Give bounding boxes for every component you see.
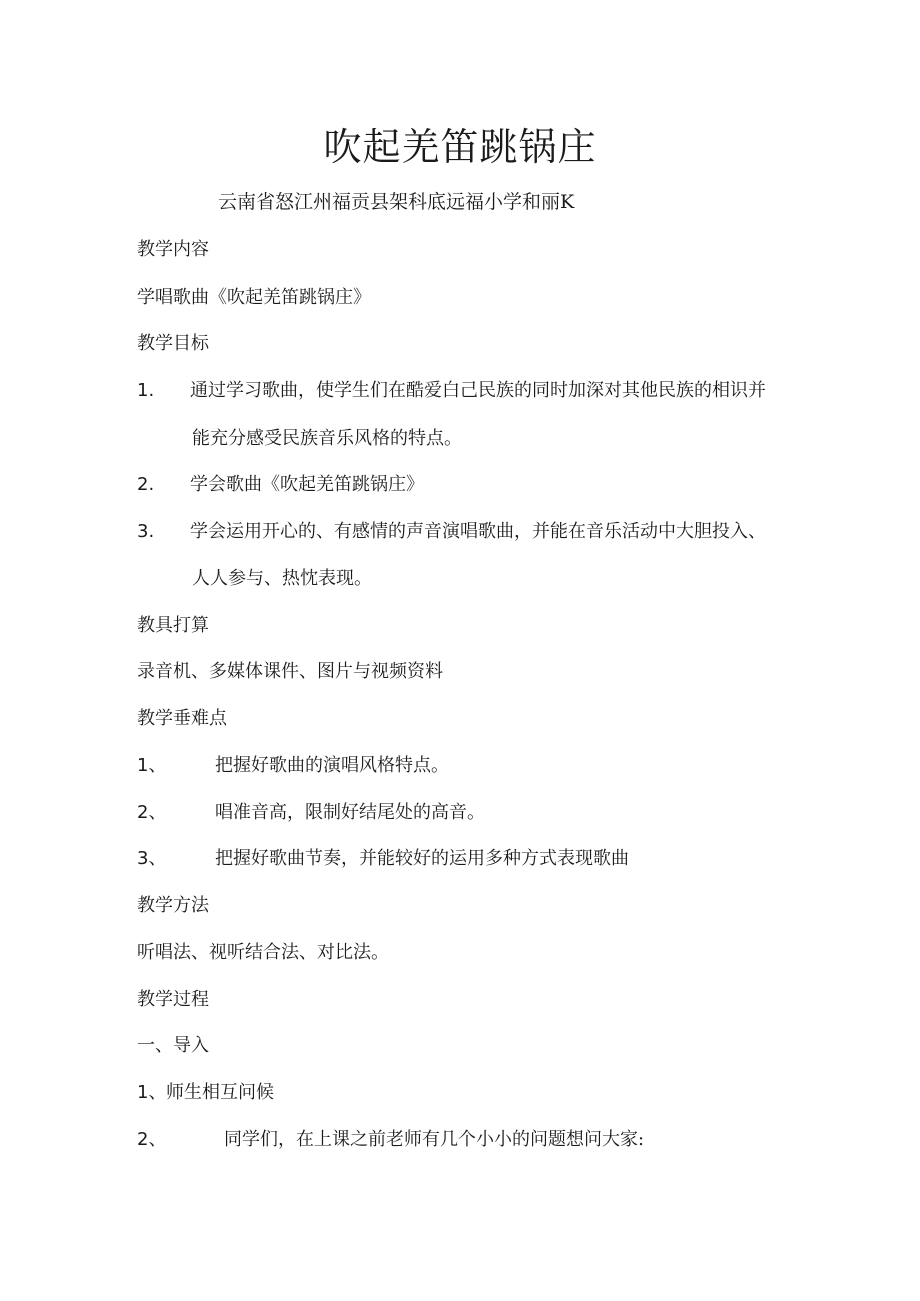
difficulty-number: 2、 — [137, 802, 167, 823]
document-title: 吹起羌笛跳锅庄 — [323, 125, 597, 169]
section-heading-tools: 教具打算 — [137, 615, 209, 636]
section-heading-process: 教学过程 — [137, 989, 209, 1010]
goal-text-continued: 能充分感受民族音乐风格的特点。 — [192, 428, 462, 449]
goal-text-continued: 人人参与、热忱表现。 — [192, 568, 372, 589]
goal-number: 1. — [137, 380, 155, 401]
method-text: 听唱法、视听结合法、对比法。 — [137, 942, 389, 963]
process-item-number: 1、 — [137, 1082, 167, 1103]
process-item-text: 师生相互问候 — [166, 1082, 274, 1103]
tools-text: 录音机、多媒体课件、图片与视频资料 — [137, 661, 443, 682]
difficulty-text: 唱准音高，限制好结尾处的高音。 — [215, 802, 485, 823]
difficulty-text: 把握好歌曲节奏，并能较好的运用多种方式表现歌曲 — [215, 848, 629, 869]
difficulty-text: 把握好歌曲的演唱风格特点。 — [215, 755, 449, 776]
section-heading-difficulty: 教学垂难点 — [137, 708, 227, 729]
goal-number: 3. — [137, 521, 155, 542]
goal-text: 学会运用开心的、有感情的声音演唱歌曲，并能在音乐活动中大胆投入、 — [190, 521, 766, 542]
difficulty-number: 3、 — [137, 848, 167, 869]
goal-text: 学会歌曲《吹起羌笛跳锅庄》 — [190, 474, 424, 495]
difficulty-number: 1、 — [137, 755, 167, 776]
process-item-number: 2、 — [137, 1129, 167, 1150]
section-heading-content: 教学内容 — [137, 239, 209, 260]
process-item-text: 同学们，在上课之前老师有几个小小的问题想问大家: — [224, 1129, 645, 1150]
process-step-heading: 一、导入 — [137, 1035, 209, 1056]
section-heading-goals: 教学目标 — [137, 333, 209, 354]
goal-text: 通过学习歌曲，使学生们在酷爱白己民族的同时加深对其他民族的相识并 — [190, 380, 766, 401]
section-heading-method: 教学方法 — [137, 895, 209, 916]
content-text: 学唱歌曲《吹起羌笛跳锅庄》 — [137, 287, 371, 308]
goal-number: 2. — [137, 474, 155, 495]
document-author: 云南省怒江州福贡县架科底远福小学和丽K — [218, 191, 575, 213]
